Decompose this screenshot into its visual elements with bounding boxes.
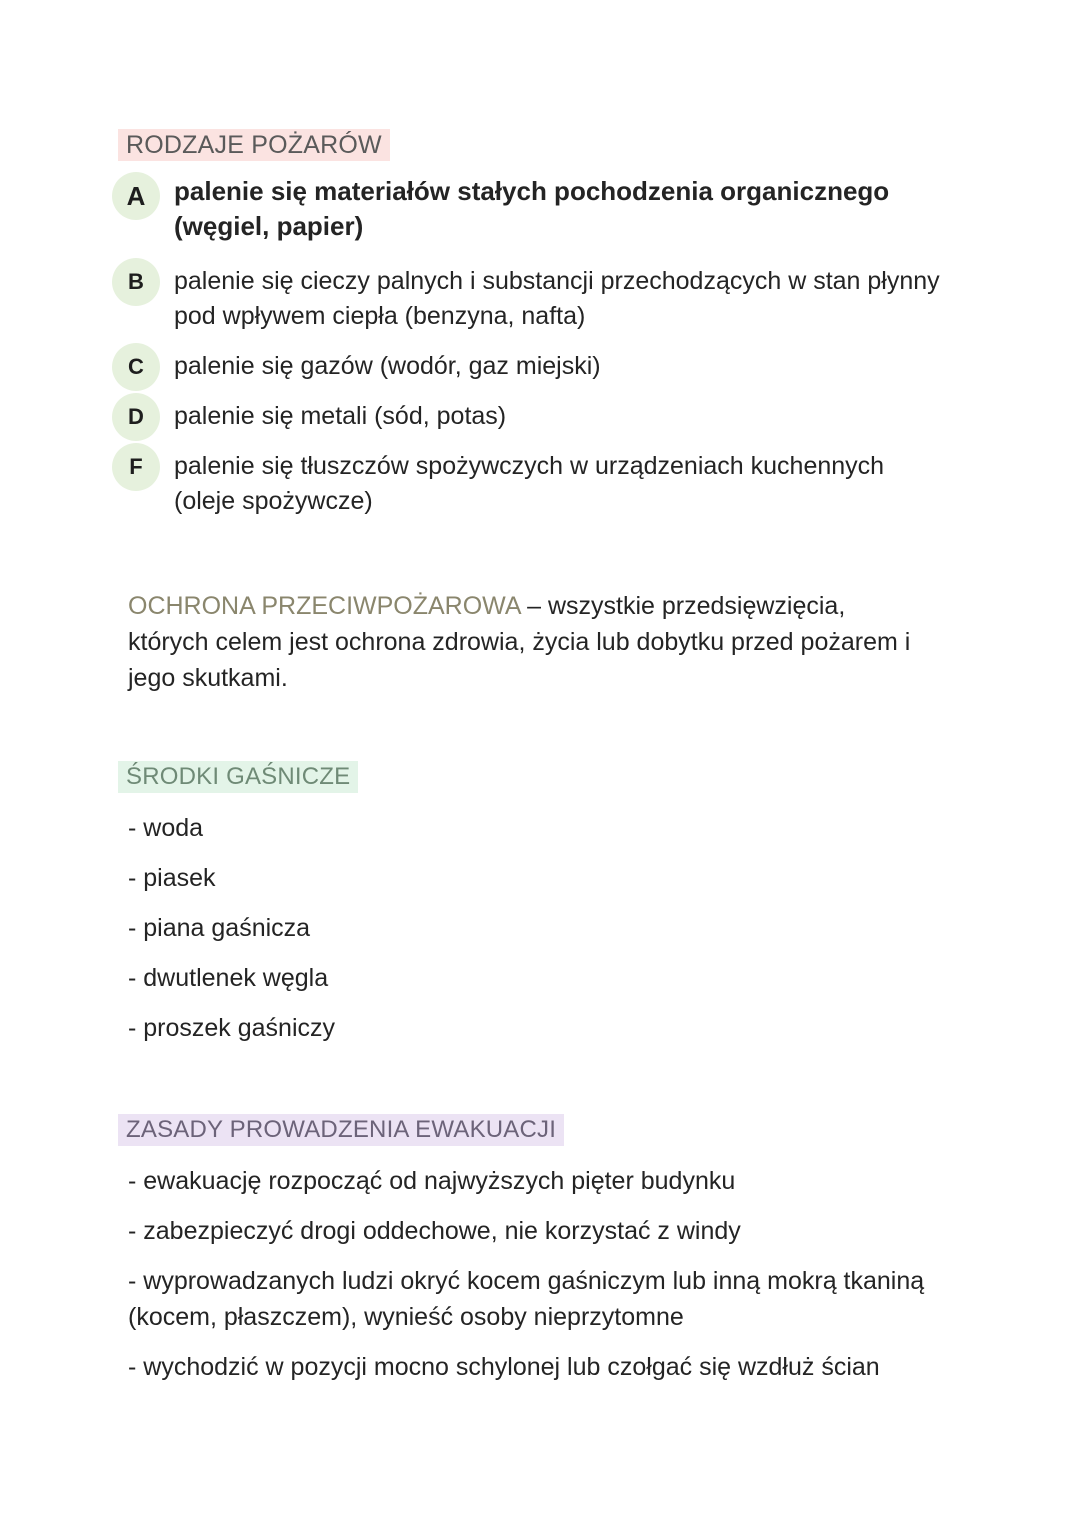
fire-class-badge-c: C — [112, 343, 160, 391]
fire-class-description-a: palenie się materiałów stałych pochodzenia organicznego (węgiel, papier) — [174, 176, 890, 241]
list-item: - woda — [128, 814, 204, 842]
fire-protection-term: OCHRONA PRZECIWPOŻAROWA — [128, 592, 521, 620]
list-item: - wychodzić w pozycji mocno schylonej lub czołgać się wzdłuż ścian — [128, 1353, 880, 1381]
fire-types-heading: RODZAJE POŻARÓW — [118, 129, 390, 161]
fire-class-description-b: palenie się cieczy palnych i substancji przechodzących w stan płynny pod wpływem ciepła (benzyna, nafta) — [174, 267, 940, 330]
fire-class-badge-b: B — [112, 258, 160, 306]
fire-class-badge-a: A — [112, 172, 160, 220]
fire-class-badge-d: D — [112, 393, 160, 441]
list-item: - ewakuację rozpocząć od najwyższych pięter budynku — [128, 1167, 736, 1195]
evacuation-heading: ZASADY PROWADZENIA EWAKUACJI — [118, 1114, 564, 1146]
evacuation-rules-list — [128, 1163, 948, 1399]
fire-protection-definition — [128, 588, 928, 696]
list-item: - dwutlenek węgla — [128, 964, 329, 992]
list-item: - wyprowadzanych ludzi okryć kocem gaśniczym lub inną mokrą tkaniną (kocem, płaszczem), wynieść osoby nieprzytomne — [128, 1267, 925, 1331]
list-item: - piasek — [128, 864, 216, 892]
fire-class-description-c: palenie się gazów (wodór, gaz miejski) — [174, 352, 601, 380]
list-item: - piana gaśnicza — [128, 914, 311, 942]
extinguishers-heading: ŚRODKI GAŚNICZE — [118, 761, 358, 793]
fire-class-description-d: palenie się metali (sód, potas) — [174, 402, 507, 430]
fire-class-description-f: palenie się tłuszczów spożywczych w urządzeniach kuchennych (oleje spożywcze) — [174, 452, 885, 515]
fire-class-badge-f: F — [112, 443, 160, 491]
list-item: - proszek gaśniczy — [128, 1014, 336, 1042]
fire-protection-definition-text: – wszystkie przedsięwzięcia, których celem jest ochrona zdrowia, życia lub dobytku przed pożarem i jego skutkami. — [128, 592, 911, 692]
list-item: - zabezpieczyć drogi oddechowe, nie korzystać z windy — [128, 1217, 741, 1245]
extinguisher-list — [128, 810, 948, 1060]
